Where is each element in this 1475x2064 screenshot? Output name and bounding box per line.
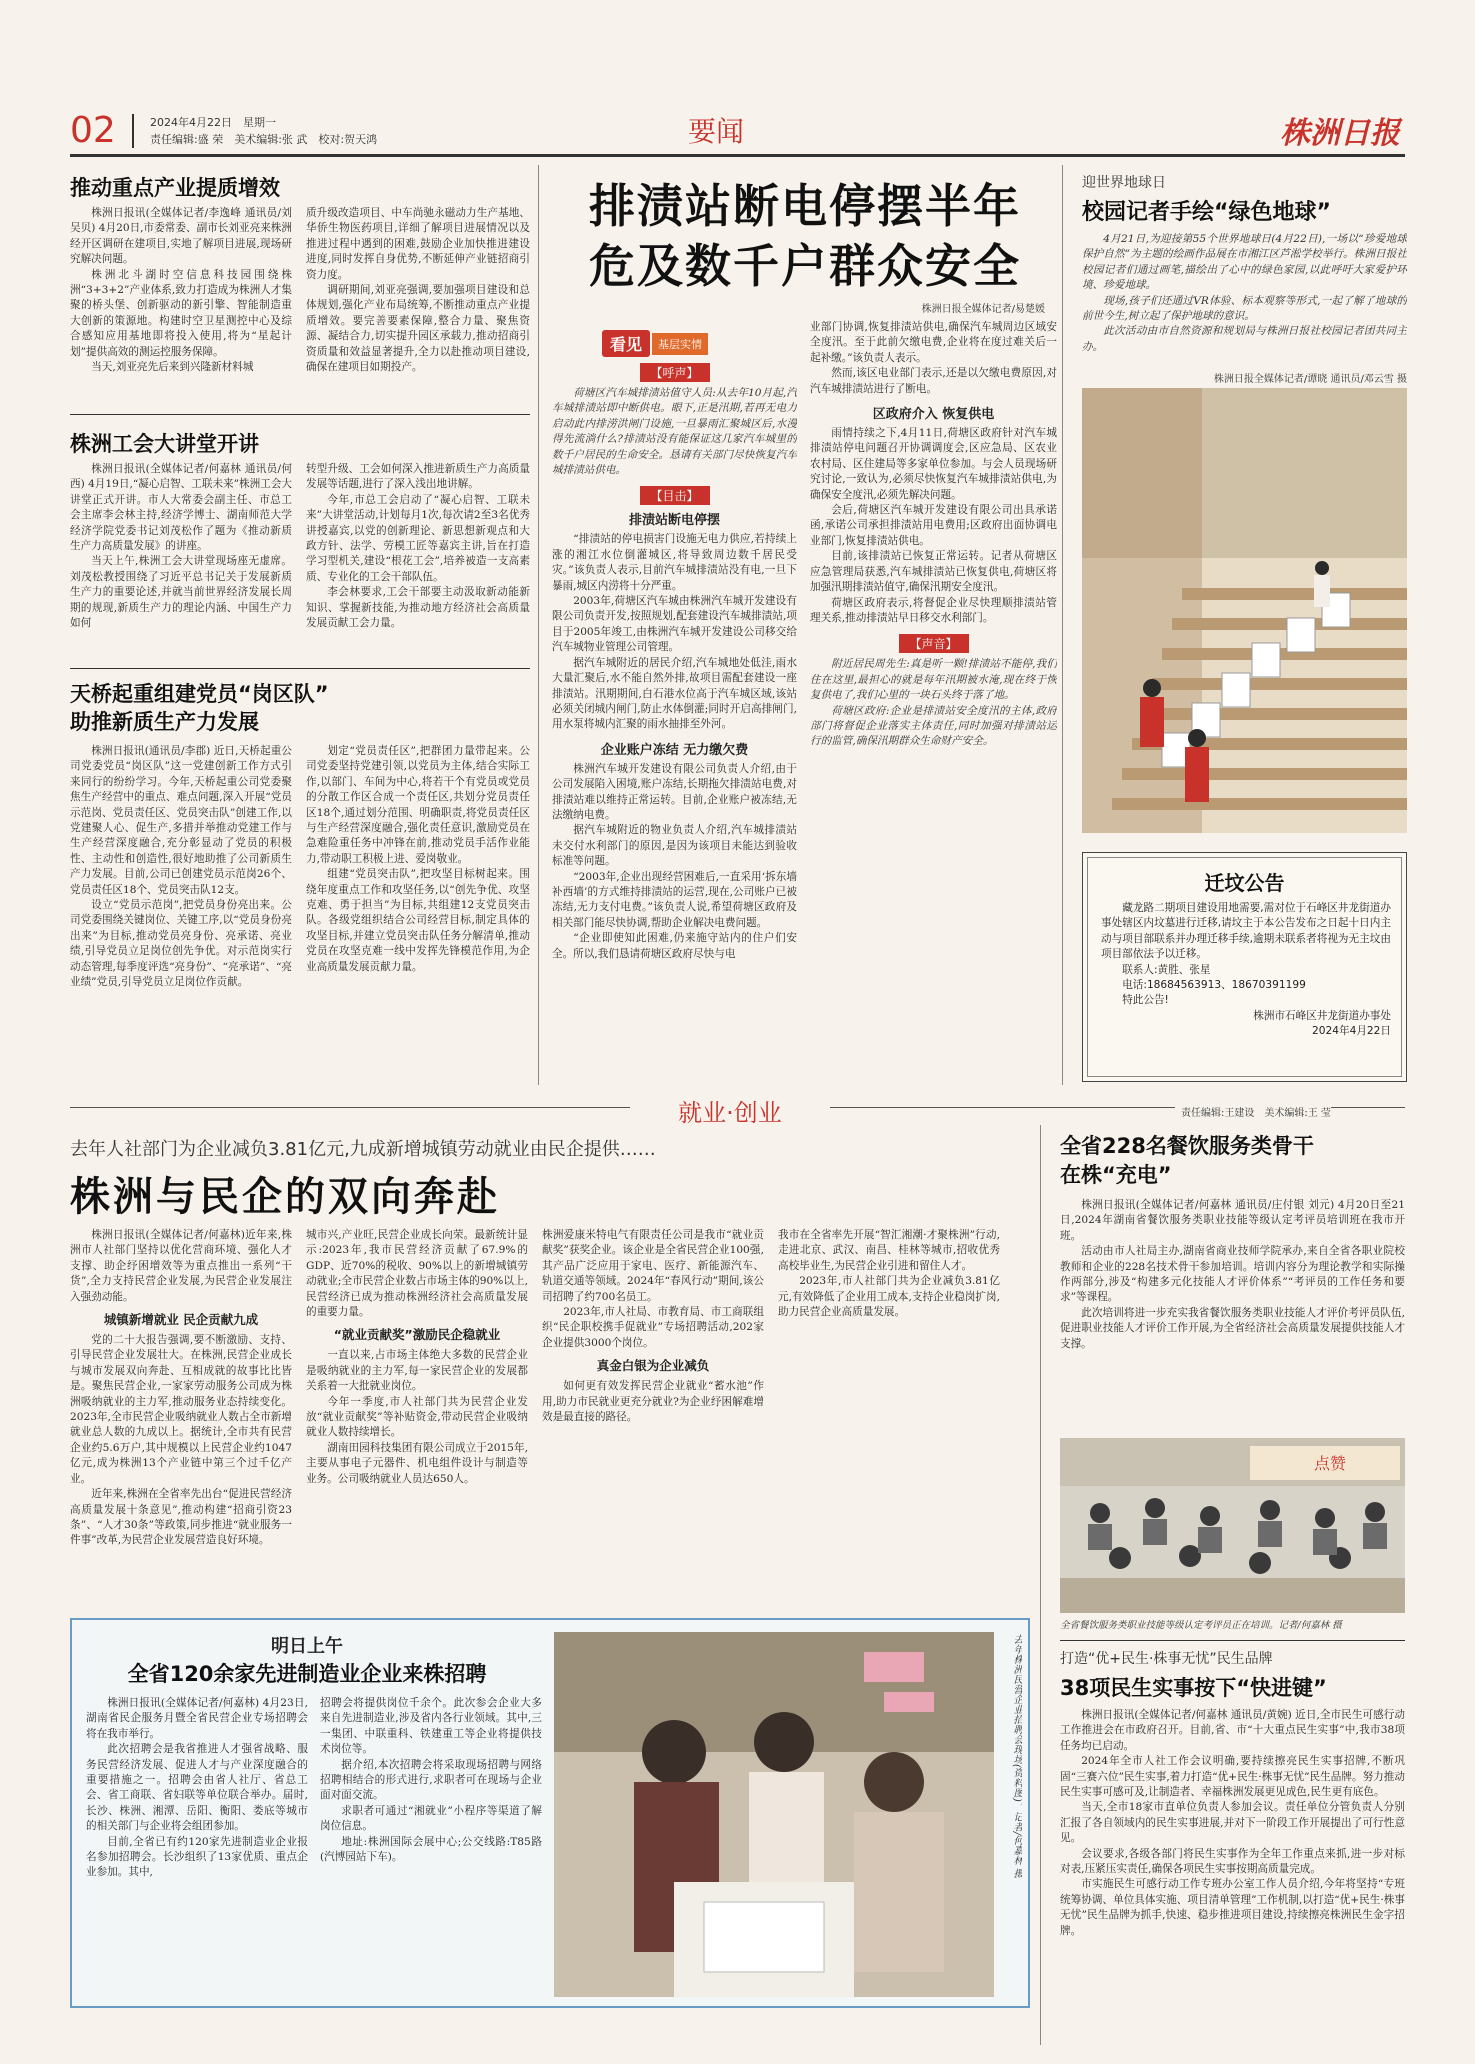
paragraph: 2023年,市人社局、市教育局、市工商联组织“民企职校携手促就业”专场招聘活动,202家企业提供3000个岗位。 — [542, 1306, 764, 1349]
paragraph: 我市在全省率先开展“智汇湘潮·才聚株洲”行动,走进北京、武汉、南昌、桂林等城市,招收优秀高校毕业生,为民营企业引进和留住人才。 — [778, 1229, 1000, 1272]
paragraph: “排渍站的停电损害门设施无电力供应,若持续上涨的湘江水位倒灌城区,将导致周边数千居民受灾。”该负责人表示,目前汽车城排渍站没有电,一旦下暴雨,城区内涝将十分严重。 — [552, 533, 797, 592]
masthead-divider — [132, 114, 134, 148]
subheading: 城镇新增就业 民企贡献九成 — [103, 1312, 259, 1328]
article-union — [70, 462, 530, 660]
jobs-article — [70, 1228, 1030, 1608]
paragraph: 然而,该区电业部门表示,还是以欠缴电费原因,对汽车城排渍站进行了断电。 — [810, 367, 1057, 395]
paragraph: 当天,全市18家市直单位负责人参加会议。责任单位分管负责人分别汇报了各自领域内的民生实事进展,并对下一阶段工作开展提出了可行性意见。 — [1060, 1801, 1405, 1845]
section-title: 要闻 — [688, 115, 745, 148]
subheading: “就业贡献奖”激励民企稳就业 — [333, 1327, 501, 1343]
divider — [70, 414, 530, 415]
paragraph: 株洲爱康米特电气有限责任公司是我市“就业贡献奖”获奖企业。该企业是全省民营企业100强,其产品广泛应用于家电、医疗、新能源汽车、轨道交通等领域。2024年“春风行动”期间,该公司招聘了约700名员工。 — [542, 1229, 764, 1303]
band-editors: 责任编辑:王建设 美术编辑:王 莹 — [1175, 1104, 1331, 1119]
paragraph: 如何更有效发挥民营企业就业“蓄水池”作用,助力市民就业更充分就业?为企业纾困解难增效是最直接的路径。 — [542, 1380, 764, 1424]
paragraph: 此次培训将进一步充实我省餐饮服务类职业技能人才评价考评员队伍,促进职业技能人才评价工作开展,为全省经济社会高质量发展提供技能人才支撑。 — [1060, 1306, 1405, 1350]
voice-paragraph: 荷塘区政府:企业是排渍站安全度汛的主体,政府部门将督促企业落实主体责任,同时加强对排渍站运行的监管,确保汛期群众生命财产安全。 — [810, 704, 1057, 748]
paragraph: 今年,市总工会启动了“凝心启智、工联未来”大讲堂活动,计划每月1次,每次请2至3名优秀讲授嘉宾,以党的创新理论、新思想新观点和大政方针、法学、劳模工匠等嘉宾主讲,旨在打造学习型机关,建设“根花工会”,培养被造一支高素质、专业化的工会干部队伍。 — [306, 493, 530, 583]
earth-headline: 校园记者手绘“绿色地球” — [1082, 200, 1331, 225]
paragraph: 求职者可通过“湘就业”小程序等渠道了解岗位信息。 — [320, 1804, 542, 1833]
paragraph: 城市兴,产业旺,民营企业成长向荣。最新统计显示:2023年,我市民营经济贡献了67.9%的GDP、近70%的税收、90%以上的新增城镇劳动就业;全市民营企业数占市场主体的90%以上,民营经济已成为推动株洲经济社会高质量发展的重要力量。 — [306, 1229, 528, 1319]
paragraph: 转型升级、工会如何深入推进新质生产力高质量发展等话题,进行了深入浅出地讲解。 — [306, 463, 530, 491]
paragraph: 调研期间,刘亚亮强调,要加强项目建设和总体规划,强化产业布局统筹,不断推动重点产业提质增效。要完善要素保障,整合力量、聚焦资源、凝结合力,切实提升园区承载力,推动招商引资质量和效益显著提升,全力以赴推动项目建设,确保在建项目如期投产。 — [306, 284, 530, 374]
catering-body — [1060, 1198, 1405, 1428]
paragraph: 业部门协调,恢复排渍站供电,确保汽车城周边区域安全度汛。至于此前欠缴电费,企业将在度过难关后一起补缴。”该负责人表示。 — [810, 321, 1057, 364]
paragraph: 会议要求,各级各部门将民生实事作为全年工作重点来抓,进一步对标对表,压紧压实责任,确保各项民生实事按期高质量完成。 — [1060, 1847, 1405, 1876]
paragraph: 市实施民生可感行动工作专班办公室工作人员介绍,今年将坚持“专班统筹协调、单位具体实施、项目清单管理”工作机制,以打造“优+民生·株事无忧”民生品牌为抓手,快速、稳步推进项目建设,持续擦亮株洲民生金字招牌。 — [1060, 1878, 1405, 1937]
paragraph: 株洲日报讯(通讯员/李郡) 近日,天桥起重公司党委党员“岗区队”这一党建创新工作方式引来同行的纷纷学习。今年,天桥起重公司党委聚焦生产经营中的重点、难点问题,深入开展“党员示范岗、党员责任区、党员突击队”创建工作,以党建聚人心、促生产,多措并举推动党建工作与生产经营深度融合,充分彰显动了党员的积极性、主动性和创造性,很好地助推了公司新质生产力发展。目前,公司已创建党员示范岗26个、党员责任区18个、党员突击队12支。 — [70, 745, 292, 896]
paragraph: 2024年全市人社工作会议明确,要持续擦亮民生实事招牌,不断巩固“三赛六位”民生实事,着力打造“优+民生·株事无忧”民生品牌。努力推动民生实事可感可及,让制造者、幸福株洲发展更见成色,民生更有底色。 — [1060, 1755, 1405, 1799]
paragraph: 当天上午,株洲工会大讲堂现场座无虚席。刘茂松教授围绕了习近平总书记关于发展新质生产力的重要论述,并就当前世界经济发展长周期的规现,新质生产力的理论内涵、中国生产力如何 — [70, 555, 292, 630]
paragraph: 划定“党员责任区”,把群团力量带起来。公司党委坚持党建引领,以党员为主体,结合实际工作,以部门、车间为中心,将若干个有党员或党员的分散工作区合成一个责任区,共划分党员责任区18个,通过划分范围、明确职责,将党员责任区与生产经营深度融合,强化责任意识,激励党员在急难险重任务中冲锋在前,推动党员手活作业能力,带动职工积极上进、爱岗敬业。 — [306, 745, 530, 865]
notice-box — [1082, 852, 1407, 1082]
recruitment-headline: 全省120余家先进制造业企业来株招聘 — [127, 1662, 487, 1686]
job-fair-illustration — [554, 1632, 994, 1997]
paragraph: 今年一季度,市人社部门共为民营企业发放“就业贡献奖”等补贴资金,带动民营企业吸纳就业人数持续增长。 — [306, 1395, 528, 1439]
paragraph: 株洲汽车城开发建设有限公司负责人介绍,由于公司发展陷入困境,账户冻结,长期拖欠排渍站电费,对排渍站难以维持正常运转。目前,企业账户被冻结,无法缴纳电费。 — [552, 762, 797, 821]
paragraph: 株洲日报讯(全媒体记者/何嘉林 通讯员/黄婉) 近日,全市民生可感行动工作推进会在市政府召开。目前,省、市“十大重点民生实事”中,我市38项任务均已启动。 — [1060, 1709, 1405, 1752]
paragraph: 2003年,荷塘区汽车城由株洲汽车城开发建设有限公司负责开发,按照规划,配套建设汽车城排渍站,项目于2005年竣工,由株洲汽车城开发建设公司移交给汽车城物业管理公司管理。 — [552, 595, 797, 654]
column-divider — [1062, 165, 1063, 1085]
headline-industry: 推动重点产业提质增效 — [70, 176, 280, 200]
paragraph: 目前,全省已有约120家先进制造业企业报名参加招聘会。长沙组织了13家优质、重点企业参加。其中, — [86, 1835, 308, 1879]
notice-closing: 特此公告! — [1122, 994, 1169, 1007]
notice-title: 迁坟公告 — [1204, 871, 1285, 895]
jobs-band — [70, 1092, 1405, 1127]
jobs-headline: 株洲与民企的双向奔赴 — [70, 1174, 500, 1220]
page-editors: 责任编辑:盛 荣 美术编辑:张 武 校对:贺天鸿 — [150, 133, 378, 146]
paragraph: 李会林要求,工会干部要主动汲取新动能新知识、掌握新技能,为推动地方经济社会高质量发展贡献工会力量。 — [306, 586, 530, 630]
job-fair-photo — [554, 1632, 994, 1997]
notice-issuer: 株洲市石峰区井龙街道办事处 — [1253, 1009, 1391, 1022]
paragraph: 组建“党员突击队”,把攻坚目标树起来。围绕年度重点工作和攻坚任务,以“创先争优、攻坚克难、勇于担当”为目标,共组建12支党员突击队。各级党组织结合公司经营目标,制定具体的攻坚目标,并建立党员突击队任务分解清单,推动党员在攻坚克难一线中发挥先锋模范作用,为企业高质量发展贡献力量。 — [306, 868, 530, 973]
paragraph: 活动由市人社局主办,湖南省商业技师学院承办,来自全省各职业院校教师和企业的228名技术骨干参加培训。培训内容分为理论教学和实际操作两部分,涉及“构建多元化技能人才评价体系”“考评员的工作任务和要求”等课程。 — [1060, 1245, 1405, 1304]
witness-tag: 【目击】 — [640, 486, 710, 505]
paragraph: 现场,孩子们还通过VR体验、标本观察等形式,一起了解了地球的前世今生,树立起了保护地球的意识。 — [1082, 294, 1407, 323]
paragraph: 荷塘区政府表示,将督促企业尽快理顺排渍站管理关系,推动排渍站早日移交水利部门。 — [810, 596, 1057, 624]
paragraph: “2003年,企业出现经营困难后,一直采用‘拆东墙补西墙’的方式维持排渍站的运营,现在,公司账户已被冻结,无力支付电费。”该负责人说,希望荷塘区政府及相关部门能尽快协调,帮助企业解决电费问题。 — [552, 870, 797, 929]
divider — [70, 668, 530, 669]
paragraph: 一直以来,占市场主体绝大多数的民营企业是吸纳就业的主力军,每一家民营企业的发展都关系着一大批就业岗位。 — [306, 1349, 528, 1393]
column-divider — [538, 165, 539, 1085]
photo-credit: 株洲日报全媒体记者/谭晓 通讯员/邓云雪 摄 — [1213, 374, 1407, 385]
paragraph: 当天,刘亚亮先后来到兴隆新材料城 — [91, 361, 254, 374]
paragraph: 质升级改造项目、中车尚驰永磁动力生产基地、华侨生物医药项目,详细了解项目进展情况以及推进过程中遇到的困难,鼓励企业加快推进建设进度,同时发挥自身优势,不断延伸产业链招商引资力度。 — [306, 207, 530, 281]
paragraph: 湖南田园科技集团有限公司成立于2015年,主要从事电子元器件、机电组件设计与制造等业务。公司吸纳就业人员达650人。 — [306, 1441, 528, 1485]
lead-body — [552, 320, 1057, 1085]
catering-headline: 全省228名餐饮服务类骨干 在株“充电” — [1060, 1134, 1314, 1187]
subheading: 真金白银为企业减负 — [596, 1358, 710, 1374]
lead-byline: 株洲日报全媒体记者/易楚媛 — [921, 304, 1045, 315]
paragraph: 据汽车城附近的居民介绍,汽车城地处低洼,雨水大量汇聚后,水不能自然外排,故项目需配套建设一座排渍站。汛期期间,白石港水位高于汽车城区域,该站必须关闭城内闸门,防止水体倒灌;同时开启高排闸门,用水泵将城内汇聚的雨水抽排至外河。 — [552, 656, 797, 731]
subheading: 区政府介入 恢复供电 — [872, 407, 995, 423]
article-industry — [70, 206, 530, 406]
masthead — [70, 108, 1405, 156]
paragraph: 株洲北斗湖时空信息科技园围绕株洲“3+3+2”产业体系,致力打造成为株洲人才集聚的桥头堡、创新驱动的新引擎、智能制造重大创新的策源地。构建时空卫星测控中心及综合感知应用基地即将投入使用,将为“星起计划”提供高效的测运控服务保障。 — [70, 268, 292, 358]
paragraph: 设立“党员示范岗”,把党员身份亮出来。公司党委围绕关键岗位、关键工序,以“党员身份亮出来”为目标,推动党员亮身份、亮承诺、亮业绩,引导党员立足岗位创先争优。对示范岗实行动态管理,每季度评选“亮身份”、“亮承诺”、“亮业绩”党员,引导党员立足岗位作贡献。 — [70, 899, 292, 989]
paragraph: 株洲日报讯(全媒体记者/何嘉林) 4月23日,湖南省民企服务月暨全省民营企业专场招聘会将在我市举行。 — [86, 1697, 308, 1740]
paragraph: 雨情持续之下,4月11日,荷塘区政府针对汽车城排渍站停电问题召开协调调度会,区应急局、区农业农村局、区住建局等多家单位参加。与会人员现场研究讨论,一致认为,必须尽快恢复汽车城排渍站供电,为确保安全度汛,必须先解决问题。 — [810, 427, 1057, 501]
paragraph: 目前,该排渍站已恢复正常运转。记者从荷塘区应急管理局获悉,汽车城排渍站已恢复供电,荷塘区将加强汛期排渍站值守,确保汛期安全度汛。 — [810, 550, 1057, 594]
headline-party: 天桥起重组建党员“岗区队” 助推新质生产力发展 — [70, 682, 329, 734]
paragraph: 会后,荷塘区汽车城开发建设有限公司出具承诺函,承诺公司承担排渍站用电费用;区政府出面协调电业部门,恢复排渍站供电。 — [810, 504, 1057, 547]
notice-date: 2024年4月22日 — [1312, 1025, 1391, 1038]
paragraph: 党的二十大报告强调,要不断激励、支持、引导民营企业发展壮大。在株洲,民营企业成长与城市发展双向奔赴、互相成就的故事比比皆是。聚焦民营企业,一家家劳动服务公司成为株洲吸纳就业的主力军,推动服务业态持续变化。2023年,全市民营企业吸纳就业人数占全市新增就业总人数的九成以上。据统计,全市共有民营企业约5.6万户,其中规模以上民营企业约1047亿元,成为株洲13个产业链中第三个过千亿产业。 — [70, 1334, 292, 1485]
issue-date: 2024年4月22日 星期一 — [150, 116, 276, 129]
notice-contact: 联系人:黄胜、张星 — [1122, 963, 1211, 976]
paragraph: 4月21日,为迎接第55个世界地球日(4月22日),一场以“珍爱地球 保护自然”为主题的绘画作品展在市湘江区芦淞学校举行。株洲日报社校园记者们通过画笔,描绘出了心中的绿色家园,以此呼吁大家爱护环境、珍爱地球。 — [1082, 233, 1407, 292]
divider — [1060, 1640, 1405, 1641]
paragraph: 据介绍,本次招聘会将采取现场招聘与网络招聘相结合的形式进行,求职者可在现场与企业面对面交流。 — [320, 1758, 542, 1802]
recruitment-box — [70, 1618, 1030, 2008]
subheading: 企业账户冻结 无力缴欠费 — [600, 742, 749, 758]
earth-photo — [1082, 388, 1407, 833]
earth-body — [1082, 232, 1407, 370]
paragraph: 招聘会将提供岗位千余个。此次参会企业大多来自先进制造业,涉及省内各行业领域。其中,三一集团、中联重科、铁建重工等企业将提供技术岗位等。 — [320, 1697, 542, 1756]
paragraph: “企业即使知此困难,仍来施守站内的住户们安全。所以,我们恳请荷塘区政府尽快与电 — [552, 932, 797, 960]
newspaper-logo: 株洲日报 — [1280, 116, 1400, 151]
voice-tag: 【呼声】 — [640, 363, 710, 382]
voice-paragraph: 附近居民周先生:真是听一颗!排渍站不能停,我们住在这里,最担心的就是每年汛期被水淹,现在终于恢复供电了,我们心里的一块石头终于落了地。 — [810, 658, 1057, 702]
paragraph: 株洲日报讯(全媒体记者/何嘉林 通讯员/庄付银 刘元) 4月20日至21日,2024年湖南省餐饮服务类职业技能等级认定考评员培训班在我市开班。 — [1060, 1199, 1405, 1242]
paragraph: 据汽车城附近的物业负责人介绍,汽车城排渍站未交付水利部门的原因,是因为该项目未能达到验收标准等问题。 — [552, 824, 797, 868]
classroom-photo-illustration — [1060, 1438, 1405, 1613]
notice-phone: 电话:18684563913、18670391199 — [1122, 979, 1306, 992]
notice-paragraph: 藏龙路二期项目建设用地需要,需对位于石峰区井龙街道办事处辖区内坟墓进行迁移,请坟主于本公告发布之日起十日内主动与项目部联系并办理迁移手续,逾期未联系者将视为无主坟由项目部依法予以迁移。 — [1101, 902, 1391, 961]
stairs-photo-illustration — [1082, 388, 1407, 833]
paragraph: 株洲日报讯(全媒体记者/何嘉林 通讯员/何西) 4月19日,“凝心启智、工联未来”株洲工会大讲堂正式开讲。市人大常委会副主任、市总工会主席李会林主持,经济学博士、湖南师范大学经济学院党委书记刘茂松作了题为《推动新质生产力高质量发展》的讲座。 — [70, 463, 292, 553]
paragraph: 株洲日报讯(全媒体记者/李逸峰 通讯员/刘吴贝) 4月20日,市委常委、副市长刘亚亮来株洲经开区调研在建项目,实地了解项目进展,现场研究解决问题。 — [70, 207, 292, 266]
livelihood-headline: 38项民生实事按下“快进键” — [1060, 1676, 1327, 1700]
voice-tag: 【声音】 — [899, 634, 969, 653]
paragraph: 此次活动由市自然资源和规划局与株洲日报社校园记者团共同主办。 — [1082, 325, 1407, 353]
column-divider — [1040, 1125, 1041, 2045]
earth-kicker: 迎世界地球日 — [1082, 175, 1166, 191]
paragraph: 株洲日报讯(全媒体记者/何嘉林)近年来,株洲市人社部门坚持以优化营商环境、强化人才支撑、助企纾困增效等为重点推出一系列“干货”,全力支持民营企业发展,为民营企业发展注入强劲动能。 — [70, 1229, 292, 1303]
catering-photo — [1060, 1438, 1405, 1613]
article-party — [70, 744, 530, 1086]
paragraph: 此次招聘会是我省推进人才强省战略、服务民营经济发展、促进人才与产业深度融合的重要措施之一。招聘会由省人社厅、省总工会、省工商联、省妇联等单位联合举办。届时,长沙、株洲、湘潭、岳阳、衡阳、娄底等城市的相关部门与企业将会组团参加。 — [86, 1743, 308, 1833]
paragraph: 地址:株洲国际会展中心;公交线路:T85路(汽博园站下车)。 — [320, 1835, 542, 1864]
livelihood-body — [1060, 1708, 1405, 2008]
page-number: 02 — [70, 110, 116, 151]
kanjian-subtitle: 基层实情 — [652, 333, 708, 355]
kanjian-logo: 看见 — [602, 330, 650, 357]
svg-text:点赞: 点赞 — [1313, 1454, 1347, 1473]
jobs-kicker: 去年人社部门为企业减负3.81亿元,九成新增城镇劳动就业由民企提供…… — [70, 1139, 656, 1160]
headline-union: 株洲工会大讲堂开讲 — [70, 432, 259, 456]
masthead-rule — [70, 154, 1405, 157]
voice-paragraph: 荷塘区汽车城排渍站值守人员:从去年10月起,汽车城排渍站即中断供电。眼下,正是汛期,若再无电力启动此内排涝洪闸门设施,一旦暴雨汇聚城区后,水漫得先流淌什么?排渍站没有能保证这几家汽车城里的数千户居民的生命安全。恳请有关部门尽快恢复汽车城排渍站供电。 — [552, 387, 797, 477]
band-title: 就业·创业 — [678, 1099, 782, 1127]
lead-headline: 排渍站断电停摆半年 危及数千户群众安全 — [589, 179, 1021, 293]
paragraph: 2023年,市人社部门共为企业减负3.81亿元,有效降低了企业用工成本,支持企业稳岗扩岗,助力民营企业高质量发展。 — [778, 1275, 1000, 1319]
recruitment-kicker: 明日上午 — [271, 1636, 343, 1657]
livelihood-kicker: 打造“优+民生·株事无忧”民生品牌 — [1060, 1651, 1273, 1667]
subheading: 排渍站断电停摆 — [628, 513, 720, 529]
photo-caption: 全省餐饮服务类职业技能等级认定考评员正在培训。记者/何嘉林 摄 — [1060, 1620, 1342, 1631]
paragraph: 近年来,株洲在全省率先出台“促进民营经济高质量发展十条意见”,推动构建“招商引资23条”、“人才30条”等政策,同步推进“就业服务一件事”改革,为民营企业发展营造良好环境。 — [70, 1488, 292, 1547]
photo-caption: 去年株洲民营企业招聘会现场(资料图)。记者/何嘉林 摄 — [1011, 1634, 1022, 1879]
